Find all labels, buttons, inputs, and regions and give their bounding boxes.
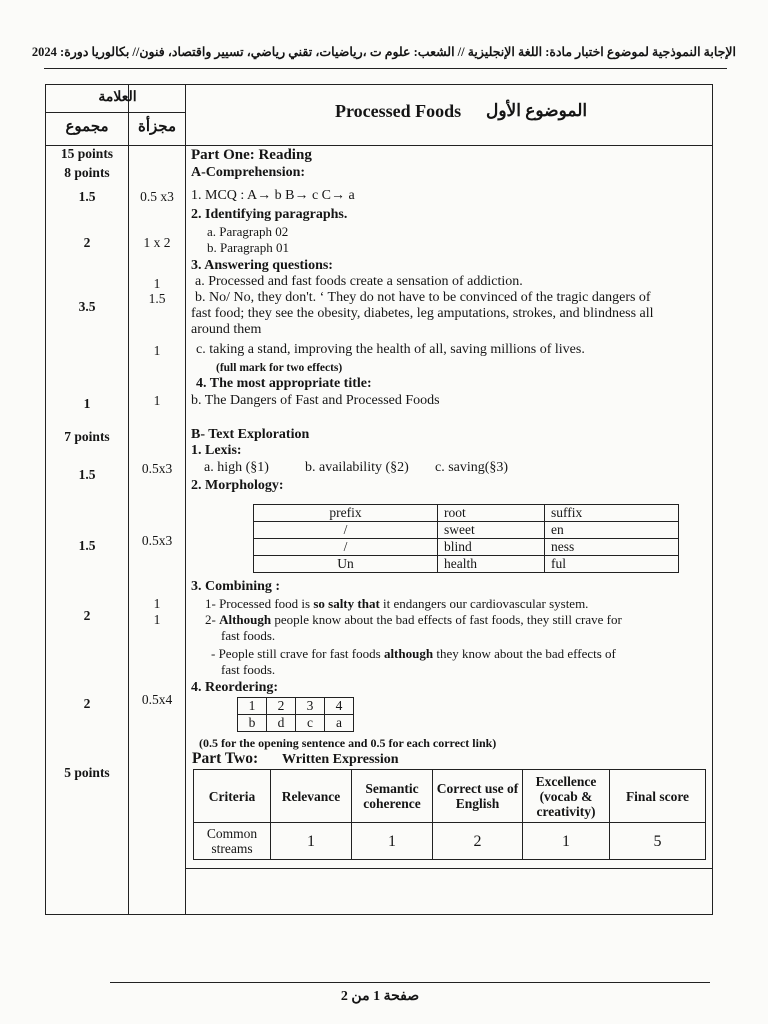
- answer-b: around them: [191, 322, 262, 337]
- reordering-heading: 4. Reordering:: [191, 680, 279, 695]
- total-mark: 8 points: [64, 165, 110, 180]
- criteria-cell: 1: [523, 823, 610, 860]
- marks-column-divider: [128, 84, 129, 915]
- total-mark: 15 points: [60, 146, 114, 161]
- partial-mark: 0.5x3: [141, 533, 173, 548]
- morph-cell: /: [254, 539, 438, 556]
- identifying-heading: 2. Identifying paragraphs.: [191, 207, 348, 222]
- reorder-cell: b: [238, 715, 267, 732]
- content-column-divider: [185, 84, 186, 915]
- total-mark: 7 points: [64, 429, 110, 444]
- total-mark: 1: [83, 396, 91, 411]
- morph-cell: health: [438, 556, 545, 573]
- morphology-heading: 2. Morphology:: [191, 478, 284, 493]
- section-divider: [186, 868, 713, 869]
- title-answer: b. The Dangers of Fast and Processed Foods: [191, 393, 440, 408]
- total-marks-label: مجموع: [65, 119, 109, 135]
- answer-b: b. No/ No, they don't. ‘ They do not have to be convinced of the tragic dangers of: [195, 290, 651, 305]
- reorder-cell: a: [325, 715, 354, 732]
- total-mark: 2: [83, 608, 91, 623]
- morphology-table: [253, 504, 679, 573]
- morph-cell: /: [254, 522, 438, 539]
- lexis-answer: b. availability (§2): [305, 460, 409, 475]
- combining-answer-2: fast foods.: [221, 628, 276, 643]
- reorder-cell: 4: [325, 698, 354, 715]
- exploration-heading: B- Text Exploration: [191, 427, 310, 442]
- title-question: 4. The most appropriate title:: [196, 376, 372, 391]
- total-mark: 1.5: [78, 189, 96, 204]
- criteria-cell: 2: [433, 823, 523, 860]
- answer-c-note: (full mark for two effects): [216, 362, 343, 374]
- partial-mark: 0.5 x3: [140, 189, 174, 204]
- combining-answer-2: 2- Although people know about the bad effects of fast foods, they still crave for: [205, 612, 622, 627]
- reorder-cell: d: [267, 715, 296, 732]
- marks-title: العلامة: [98, 90, 137, 105]
- combining-answer-3: fast foods.: [221, 662, 276, 677]
- criteria-cell: Common streams: [194, 823, 271, 860]
- total-mark: 2: [83, 696, 91, 711]
- criteria-header: Correct use of English: [433, 770, 523, 823]
- mcq-answers: 1. MCQ : A→ b B→ c C→ a: [191, 188, 355, 203]
- answer-b: fast food; they see the obesity, diabetes, leg amputations, strokes, and blindness all: [191, 306, 654, 321]
- reorder-cell: 1: [238, 698, 267, 715]
- partial-mark: 1: [153, 612, 161, 627]
- combining-answer-1: 1- Processed food is so salty that it endangers our cardiovascular system.: [205, 596, 589, 611]
- page-number: صفحة 1 من 2: [340, 989, 420, 1004]
- footer-divider: [110, 982, 710, 983]
- morph-cell: ness: [545, 539, 679, 556]
- header-divider: [44, 68, 727, 69]
- exam-header: الإجابة النموذجية لموضوع اختبار مادة: اللغة الإنجليزية // الشعب: علوم ت ،رياضيات، تقني رياضي، تسيير واقتصاد، فنون// بكالوريا دورة: 2024: [31, 45, 736, 59]
- header-row-divider: [45, 145, 713, 146]
- reordering-table: [237, 697, 354, 732]
- partial-mark: 1: [153, 343, 161, 358]
- morph-cell: ful: [545, 556, 679, 573]
- written-expression-heading: Written Expression: [282, 752, 399, 767]
- criteria-header: Criteria: [194, 770, 271, 823]
- criteria-header: Semantic coherence: [352, 770, 433, 823]
- answering-heading: 3. Answering questions:: [191, 258, 333, 273]
- comprehension-heading: A-Comprehension:: [191, 165, 306, 180]
- answer-c: c. taking a stand, improving the health of all, saving millions of lives.: [196, 342, 585, 357]
- morph-cell: prefix: [254, 505, 438, 522]
- criteria-header: Relevance: [271, 770, 352, 823]
- morph-cell: blind: [438, 539, 545, 556]
- criteria-cell: 1: [352, 823, 433, 860]
- criteria-cell: 1: [271, 823, 352, 860]
- lexis-answer: a. high (§1): [204, 460, 269, 475]
- reordering-note: (0.5 for the opening sentence and 0.5 for each correct link): [199, 736, 497, 750]
- partial-mark: 1: [153, 596, 161, 611]
- partial-mark: 0.5x3: [141, 461, 173, 476]
- lexis-answer: c. saving(§3): [435, 460, 509, 475]
- lexis-heading: 1. Lexis:: [191, 443, 242, 458]
- morph-cell: en: [545, 522, 679, 539]
- partial-mark: 0.5x4: [141, 692, 173, 707]
- total-mark: 1.5: [78, 538, 96, 553]
- partial-mark: 1: [153, 276, 161, 291]
- morph-cell: root: [438, 505, 545, 522]
- morph-cell: Un: [254, 556, 438, 573]
- paragraph-answer: a. Paragraph 02: [207, 224, 289, 239]
- morph-cell: sweet: [438, 522, 545, 539]
- reorder-cell: c: [296, 715, 325, 732]
- reorder-cell: 3: [296, 698, 325, 715]
- total-mark: 3.5: [78, 299, 96, 314]
- combining-answer-3: - People still crave for fast foods although they know about the bad effects of: [211, 646, 616, 661]
- topic-title: Processed Foods: [335, 101, 462, 121]
- topic-title-arabic: الموضوع الأول: [486, 101, 588, 120]
- combining-heading: 3. Combining :: [191, 579, 281, 594]
- partial-mark: 1.5: [148, 291, 166, 306]
- marks-title-divider: [45, 112, 186, 113]
- paragraph-answer: b. Paragraph 01: [207, 240, 289, 255]
- total-mark: 1.5: [78, 467, 96, 482]
- total-mark: 5 points: [64, 765, 110, 780]
- criteria-header: Excellence (vocab & creativity): [523, 770, 610, 823]
- partial-mark: 1 x 2: [143, 235, 171, 250]
- morph-cell: suffix: [545, 505, 679, 522]
- part-two-heading: Part Two:: [192, 750, 259, 767]
- criteria-header: Final score: [610, 770, 706, 823]
- answer-a: a. Processed and fast foods create a sensation of addiction.: [195, 274, 523, 289]
- part-one-heading: Part One: Reading: [191, 147, 312, 163]
- partial-mark: 1: [153, 393, 161, 408]
- partial-marks-label: مجزأة: [137, 119, 177, 135]
- reorder-cell: 2: [267, 698, 296, 715]
- criteria-cell: 5: [610, 823, 706, 860]
- criteria-table: [193, 769, 706, 860]
- total-mark: 2: [83, 235, 91, 250]
